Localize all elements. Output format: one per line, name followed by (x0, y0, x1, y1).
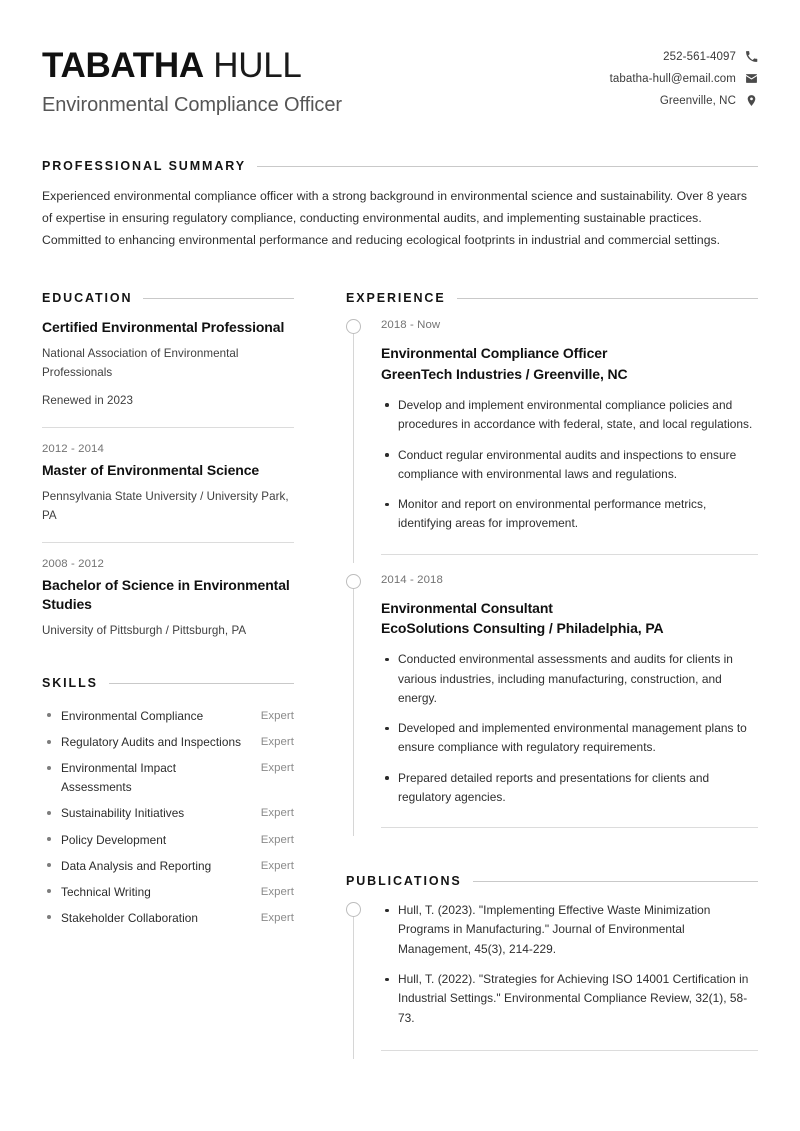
timeline-line (353, 326, 354, 562)
location-pin-icon (745, 94, 758, 107)
list-item: Developed and implemented environmental management plans to ensure compliance with regulatory requirements. (381, 719, 758, 758)
list-item (42, 853, 294, 879)
experience-section (346, 291, 758, 828)
skill-name: Stakeholder Collaboration (61, 910, 199, 925)
divider (381, 554, 758, 555)
publications-item (381, 901, 758, 1051)
bullet-icon (47, 915, 51, 919)
heading-rule (257, 166, 758, 167)
list-item: Conduct regular environmental audits and inspections to ensure compliance with environmental laws and regulations. (381, 446, 758, 485)
experience-timeline (346, 318, 758, 828)
timeline-circle-icon (346, 319, 361, 334)
heading-rule (143, 298, 294, 299)
experience-bullets (381, 650, 758, 807)
bullet-icon (47, 837, 51, 841)
divider (381, 827, 758, 828)
list-item (42, 801, 294, 827)
skill-level: Expert (260, 911, 294, 924)
skill-name: Environmental Compliance (61, 708, 204, 723)
timeline-marker (346, 574, 381, 830)
list-item: Hull, T. (2023). "Implementing Effective Waste Minimization Programs in Manufacturing." Journal of Environmental Management, 45(3), 214-229. (381, 901, 758, 959)
bullet-icon (47, 811, 51, 815)
education-item (42, 558, 294, 640)
skill-level: Expert (260, 709, 294, 722)
experience-item (381, 318, 758, 554)
heading-rule (457, 298, 758, 299)
summary-heading: PROFESSIONAL SUMMARY (42, 159, 246, 174)
summary-text: Experienced environmental compliance officer with a strong background in environmental science and sustainability. Over 8 years of expertise in ensuring regulatory compliance, conducting environmental audits, and implementing sustainable practices. Committed to enhancing environmental performance and reducing ecological footprints in industrial and commercial settings. (42, 189, 748, 247)
timeline-circle-icon (346, 574, 361, 589)
education-date: 2008 - 2012 (42, 558, 104, 571)
contact-location-value: Greenville, NC (659, 94, 736, 107)
timeline-marker (346, 902, 381, 1052)
list-item (42, 905, 294, 931)
education-item (42, 443, 294, 525)
list-item (42, 756, 294, 801)
timeline-marker (346, 319, 381, 555)
heading-rule (109, 683, 294, 684)
experience-bullets (381, 396, 758, 534)
summary-heading-row (42, 159, 758, 173)
experience-heading: EXPERIENCE (346, 291, 446, 306)
first-name: TABATHA (42, 46, 204, 85)
skill-name: Technical Writing (61, 884, 151, 899)
skill-name: Sustainability Initiatives (61, 806, 185, 821)
skill-name: Data Analysis and Reporting (61, 858, 212, 873)
bullet-icon (47, 863, 51, 867)
skill-level: Expert (260, 833, 294, 846)
experience-role: Environmental Consultant (381, 599, 553, 616)
content-columns (42, 291, 758, 1051)
list-item: Hull, T. (2022). "Strategies for Achieving ISO 14001 Certification in Industrial Settings." Environmental Compliance Review, 32(1), 58-73. (381, 970, 758, 1028)
education-heading: EDUCATION (42, 291, 133, 306)
list-item: Prepared detailed reports and presentations for clients and regulatory agencies. (381, 769, 758, 808)
email-icon (745, 72, 758, 85)
skill-level: Expert (260, 807, 294, 820)
education-heading-row (42, 291, 294, 305)
skills-section (42, 676, 294, 931)
list-item (42, 703, 294, 729)
contact-list (610, 44, 758, 107)
skills-heading-row (42, 676, 294, 690)
contact-location[interactable] (660, 94, 758, 107)
skill-name: Regulatory Audits and Inspections (61, 735, 242, 750)
experience-date: 2014 - 2018 (381, 573, 443, 586)
list-item: Conducted environmental assessments and audits for clients in various industries, including manufacturing, construction, and energy. (381, 650, 758, 708)
skill-level: Expert (260, 736, 294, 749)
publications-timeline (346, 901, 758, 1051)
education-school: University of Pittsburgh / Pittsburgh, PA (42, 623, 247, 637)
education-degree: Certified Environmental Professional (42, 319, 285, 336)
bullet-icon (47, 713, 51, 717)
bullet-icon (47, 889, 51, 893)
contact-email[interactable] (610, 72, 758, 85)
list-item (42, 879, 294, 905)
divider (42, 427, 294, 428)
page-title (42, 46, 342, 85)
experience-role: Environmental Compliance Officer (381, 345, 608, 362)
publications-section (346, 874, 758, 1051)
skill-name: Environmental Impact Assessments (61, 761, 177, 795)
timeline-line (353, 581, 354, 837)
experience-heading-row (346, 291, 758, 305)
experience-item (381, 573, 758, 829)
heading-rule (473, 881, 758, 882)
contact-phone[interactable] (663, 50, 758, 63)
education-degree: Bachelor of Science in Environmental Studies (42, 577, 290, 613)
education-school: Pennsylvania State University / University Park, PA (42, 489, 289, 522)
resume-header (42, 36, 758, 117)
education-school: National Association of Environmental Professionals (42, 346, 239, 379)
publications-list (381, 901, 758, 1028)
bullet-icon (47, 740, 51, 744)
right-column (346, 291, 758, 1051)
education-item (42, 318, 294, 410)
list-item: Monitor and report on environmental performance metrics, identifying areas for improvement. (381, 495, 758, 534)
skill-name: Policy Development (61, 832, 167, 847)
list-item (42, 827, 294, 853)
professional-summary-section (42, 159, 758, 251)
bullet-icon (47, 766, 51, 770)
contact-phone-value: 252-561-4097 (663, 50, 736, 63)
skills-heading: SKILLS (42, 676, 98, 691)
experience-date: 2018 - Now (381, 319, 441, 332)
timeline-line (353, 909, 354, 1059)
left-column (42, 291, 294, 931)
education-date: 2012 - 2014 (42, 443, 104, 456)
education-section (42, 291, 294, 640)
timeline-circle-icon (346, 902, 361, 917)
list-item (42, 730, 294, 756)
job-title: Environmental Compliance Officer (42, 94, 342, 117)
experience-organization: GreenTech Industries / Greenville, NC (381, 365, 628, 382)
phone-icon (745, 50, 758, 63)
divider (381, 1050, 758, 1051)
last-name: HULL (213, 46, 302, 85)
divider (42, 542, 294, 543)
list-item: Develop and implement environmental compliance policies and procedures in accordance with federal, state, and local regulations. (381, 396, 758, 435)
education-degree: Master of Environmental Science (42, 462, 260, 479)
skill-level: Expert (260, 762, 294, 775)
education-extra: Renewed in 2023 (42, 393, 133, 407)
identity-block (42, 44, 342, 117)
contact-email-value: tabatha-hull@email.com (609, 72, 736, 85)
publications-heading: PUBLICATIONS (346, 874, 462, 889)
skill-level: Expert (260, 859, 294, 872)
publications-heading-row (346, 874, 758, 888)
experience-organization: EcoSolutions Consulting / Philadelphia, PA (381, 619, 664, 636)
skill-level: Expert (260, 885, 294, 898)
